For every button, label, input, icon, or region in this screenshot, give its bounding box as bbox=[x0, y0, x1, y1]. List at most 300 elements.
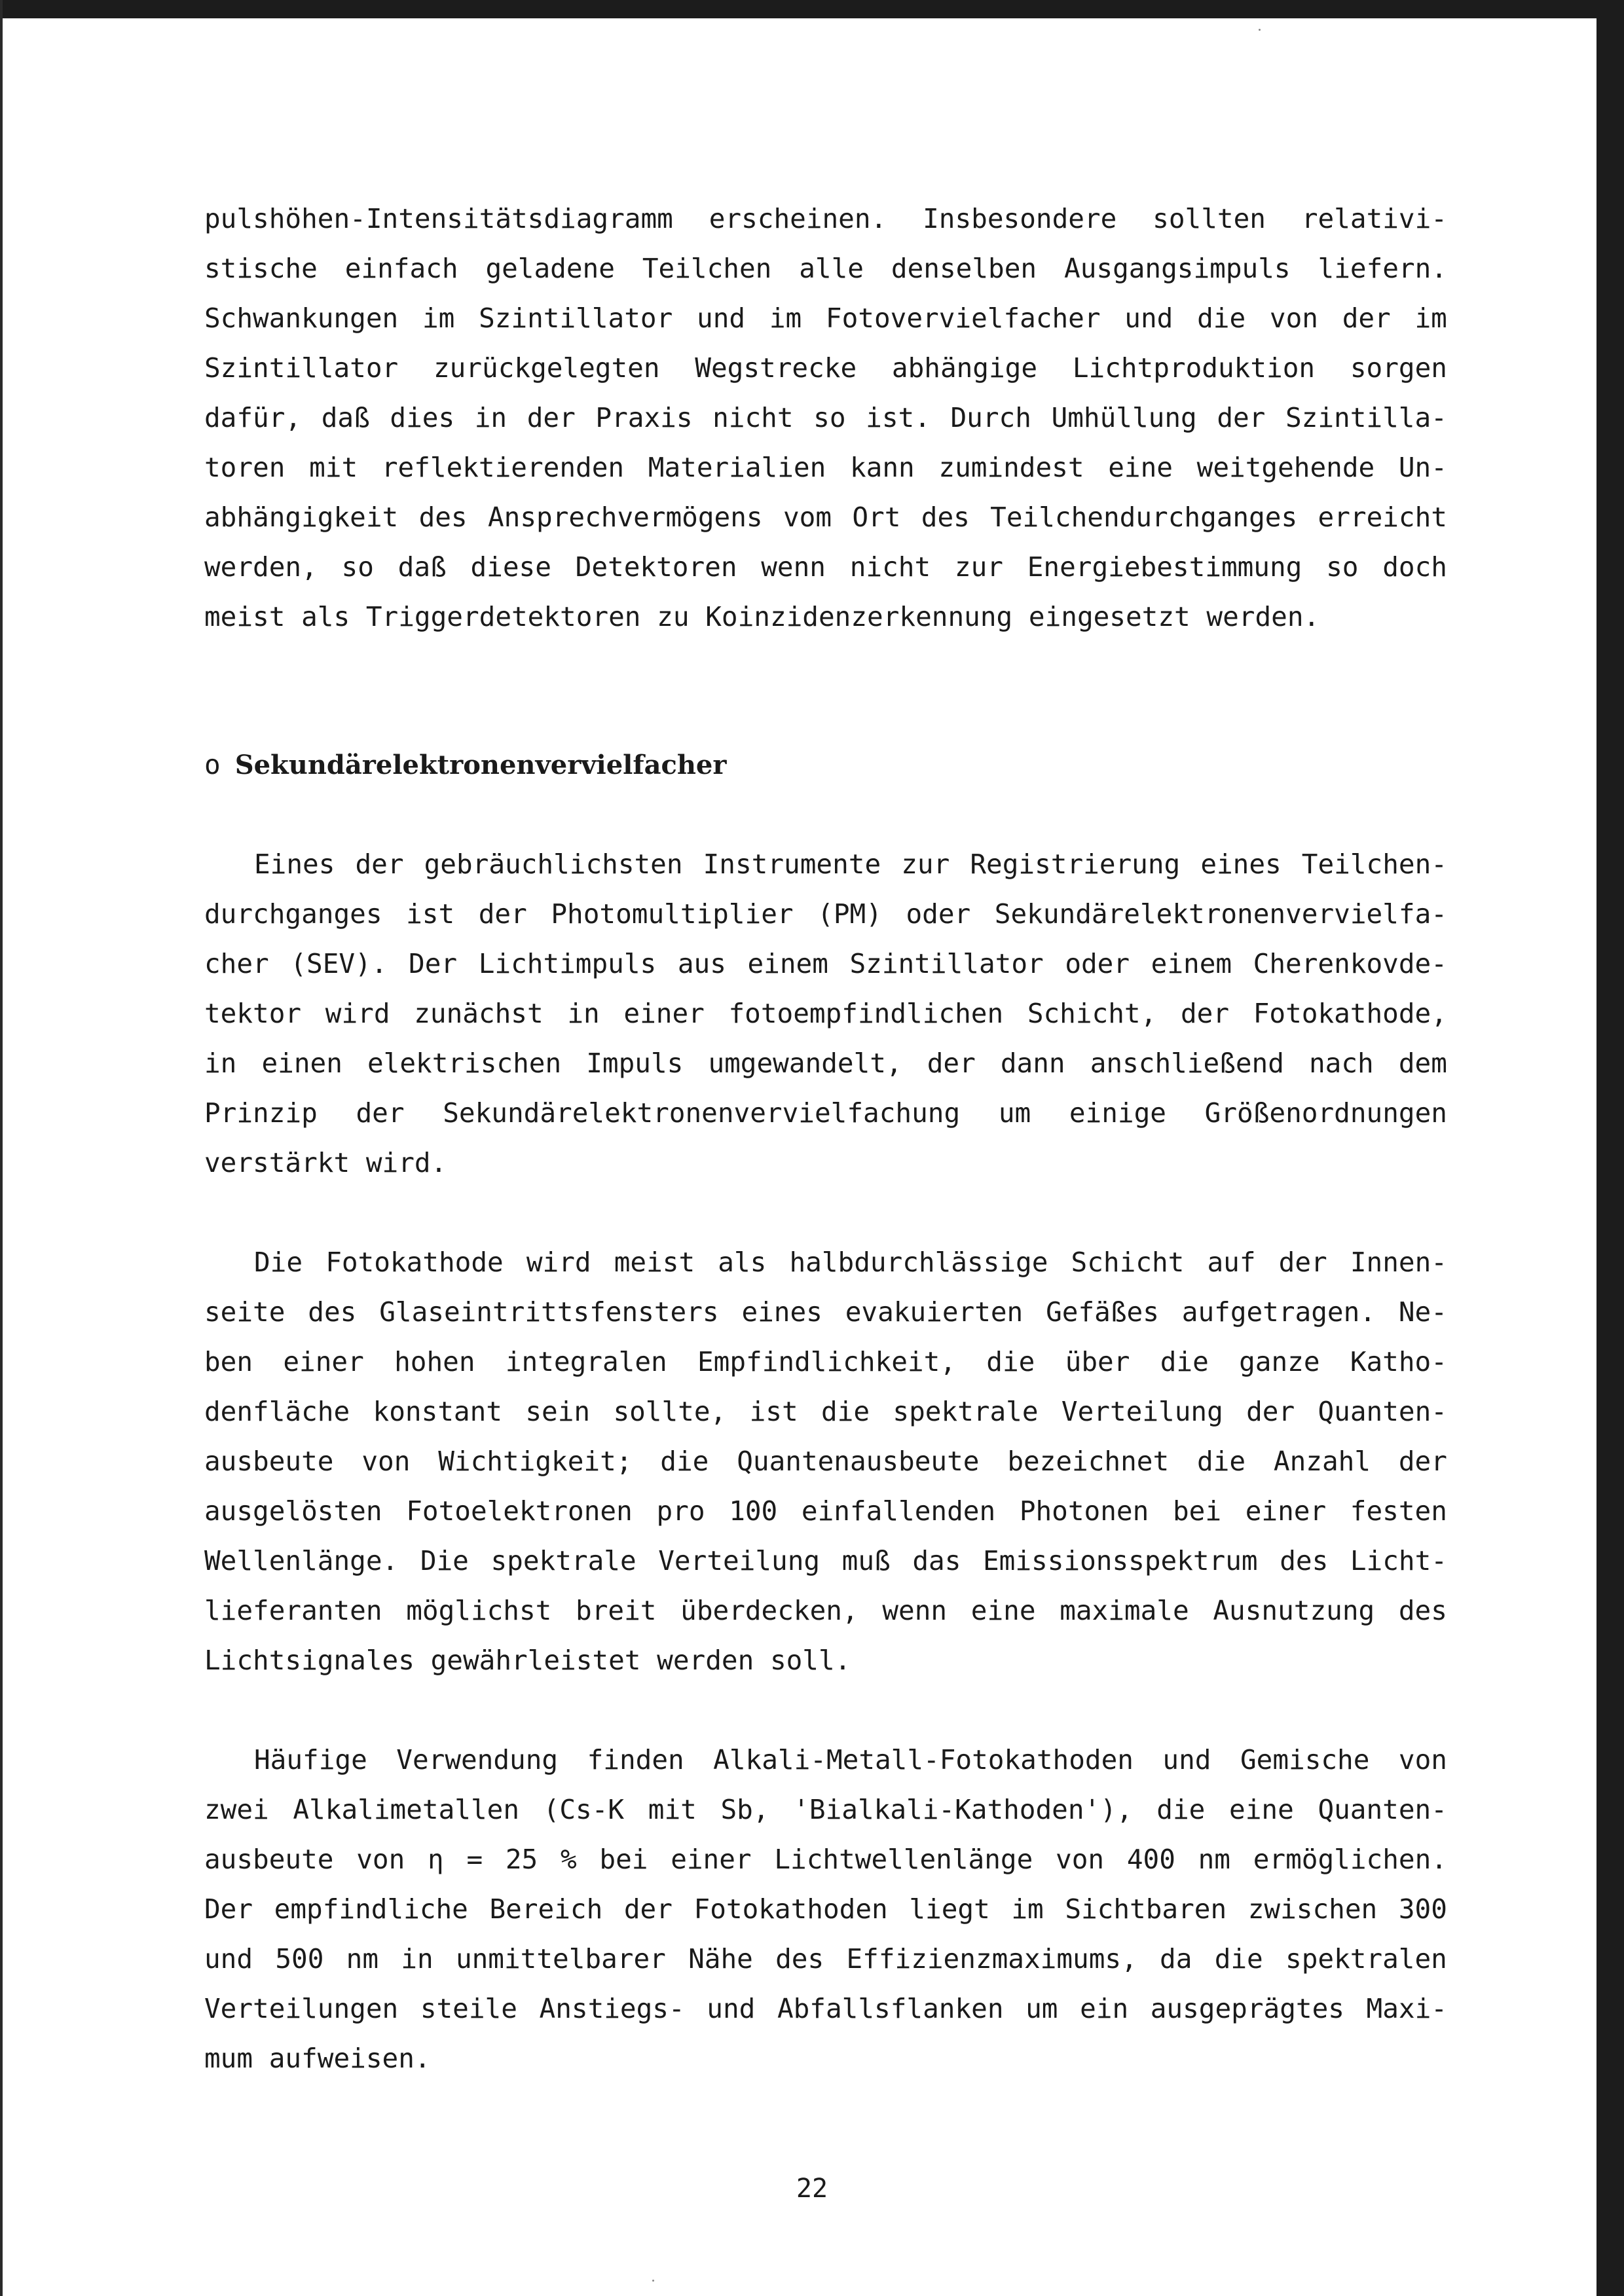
word: daß bbox=[397, 551, 447, 583]
word: dies bbox=[390, 402, 455, 433]
word: Verteilung bbox=[1061, 1396, 1223, 1427]
text-line bbox=[204, 542, 1447, 592]
text-line bbox=[204, 839, 1447, 889]
text-line bbox=[204, 1436, 1447, 1486]
word: eine bbox=[1229, 1794, 1294, 1825]
word: ein bbox=[1080, 1993, 1129, 2024]
word: (PM) bbox=[817, 898, 882, 930]
text-line bbox=[204, 1984, 1447, 2033]
word: Alkali-Metall-Fotokathoden bbox=[713, 1744, 1134, 1776]
word: Photonen bbox=[1019, 1495, 1149, 1527]
word: Ne- bbox=[1398, 1296, 1447, 1328]
word: wird bbox=[325, 998, 390, 1029]
word: Sekundärelektronenvervielfachung bbox=[443, 1097, 961, 1129]
word: liefern. bbox=[1318, 253, 1447, 284]
text-line bbox=[204, 1586, 1447, 1635]
word: ermöglichen. bbox=[1253, 1844, 1447, 1875]
word: 'Bialkali-Kathoden'), bbox=[793, 1794, 1133, 1825]
word: Anstiegs- bbox=[539, 1993, 685, 2024]
text-line bbox=[204, 1287, 1447, 1337]
word: wird bbox=[526, 1247, 591, 1278]
page-body bbox=[204, 194, 1447, 2083]
word: Lichtwellenlänge bbox=[774, 1844, 1033, 1875]
word: im bbox=[1011, 1893, 1044, 1925]
word: auf bbox=[1207, 1247, 1256, 1278]
word: in bbox=[204, 1048, 237, 1079]
word: meist bbox=[614, 1247, 695, 1278]
word: lieferanten bbox=[204, 1595, 382, 1626]
word: die bbox=[1156, 1794, 1206, 1825]
text-line bbox=[204, 989, 1447, 1038]
text-line: meist als Triggerdetektoren zu Koinzidenzerkennung eingesetzt werden. bbox=[204, 601, 1320, 632]
word: reflektierenden bbox=[381, 452, 625, 483]
word: cher bbox=[204, 948, 269, 979]
word: geladene bbox=[485, 253, 615, 284]
word: einfallenden bbox=[801, 1495, 996, 1527]
word: Wichtigkeit; bbox=[438, 1446, 633, 1477]
word: eines bbox=[1200, 848, 1282, 880]
word: und bbox=[697, 302, 746, 334]
word: Quantenausbeute bbox=[737, 1446, 980, 1477]
word: Sb, bbox=[720, 1794, 769, 1825]
text-line: mum aufweisen. bbox=[204, 2043, 431, 2074]
word: umgewandelt, bbox=[708, 1048, 902, 1079]
word: der bbox=[1180, 998, 1230, 1029]
section-bullet: o bbox=[204, 749, 221, 780]
word: das bbox=[912, 1545, 961, 1576]
word: Fotovervielfacher bbox=[825, 302, 1101, 334]
word: die bbox=[1197, 302, 1246, 334]
word: der bbox=[1398, 1446, 1447, 1477]
word: der bbox=[927, 1048, 976, 1079]
spacer bbox=[204, 790, 1447, 839]
word: Effizienzmaximums, bbox=[846, 1943, 1137, 1975]
word: Instrumente bbox=[703, 848, 881, 880]
word: um bbox=[1025, 1993, 1058, 2024]
word: Durch bbox=[950, 402, 1031, 433]
word: denselben bbox=[891, 253, 1037, 284]
word: einem bbox=[747, 948, 828, 979]
word: stische bbox=[204, 253, 318, 284]
word: in bbox=[567, 998, 600, 1029]
word: die bbox=[1197, 1446, 1246, 1477]
word: die bbox=[1160, 1346, 1209, 1377]
word: des bbox=[1280, 1545, 1329, 1576]
word: und bbox=[204, 1943, 253, 1975]
word: überdecken, bbox=[680, 1595, 858, 1626]
word: in bbox=[401, 1943, 434, 1975]
word: Nähe bbox=[688, 1943, 753, 1975]
word: Katho- bbox=[1350, 1346, 1447, 1377]
word: Eines bbox=[254, 848, 335, 880]
word: Schicht, bbox=[1027, 998, 1157, 1029]
word: von bbox=[1269, 302, 1318, 334]
word: Ausgangsimpuls bbox=[1064, 253, 1291, 284]
word: ben bbox=[204, 1346, 253, 1377]
word: nicht bbox=[849, 551, 931, 583]
word: mit bbox=[309, 452, 358, 483]
scan-border-left bbox=[0, 0, 3, 2296]
word: so bbox=[341, 551, 374, 583]
word: eine bbox=[1108, 452, 1173, 483]
word: des bbox=[921, 501, 970, 533]
word: der bbox=[1217, 402, 1266, 433]
page-number: 22 bbox=[796, 2174, 828, 2204]
word: Ansprechvermögens bbox=[487, 501, 763, 533]
word: zwei bbox=[204, 1794, 269, 1825]
word: steile bbox=[420, 1993, 517, 2024]
word: hohen bbox=[394, 1346, 475, 1377]
word: 300 bbox=[1398, 1893, 1447, 1925]
word: Un- bbox=[1398, 452, 1447, 483]
word: Der bbox=[204, 1893, 253, 1925]
text-line bbox=[204, 492, 1447, 542]
word: Empfindlichkeit, bbox=[697, 1346, 956, 1377]
text-line bbox=[204, 1934, 1447, 1984]
word: der bbox=[1342, 302, 1391, 334]
word: Teilchen- bbox=[1301, 848, 1447, 880]
word: werden, bbox=[204, 551, 318, 583]
paragraph-4 bbox=[204, 1735, 1447, 2083]
word: Impuls bbox=[586, 1048, 684, 1079]
word: Maxi- bbox=[1366, 1993, 1447, 2024]
word: ausbeute bbox=[204, 1446, 334, 1477]
word: oder bbox=[1065, 948, 1130, 979]
word: eines bbox=[741, 1296, 822, 1328]
word: von bbox=[361, 1446, 411, 1477]
word: Die bbox=[420, 1545, 469, 1576]
word: der bbox=[1278, 1247, 1327, 1278]
word: Szintillator bbox=[849, 948, 1044, 979]
text-line bbox=[204, 1834, 1447, 1884]
word: Der bbox=[409, 948, 458, 979]
word: festen bbox=[1350, 1495, 1447, 1527]
word: 25 bbox=[505, 1844, 538, 1875]
text-line bbox=[204, 1387, 1447, 1436]
word: empfindliche bbox=[274, 1893, 468, 1925]
word: zurückgelegten bbox=[433, 352, 660, 384]
word: Detektoren bbox=[575, 551, 737, 583]
word: von bbox=[1398, 1744, 1447, 1776]
word: nm bbox=[1198, 1844, 1230, 1875]
word: einer bbox=[283, 1346, 364, 1377]
word: Die bbox=[254, 1247, 303, 1278]
word: Energiebestimmung bbox=[1027, 551, 1302, 583]
word: sollte, bbox=[613, 1396, 727, 1427]
word: und bbox=[707, 1993, 756, 2024]
paragraph-1 bbox=[204, 194, 1447, 642]
word: zunächst bbox=[414, 998, 544, 1029]
word: Szintillator bbox=[479, 302, 673, 334]
text-line bbox=[204, 194, 1447, 244]
word: einer bbox=[671, 1844, 752, 1875]
word: diese bbox=[470, 551, 551, 583]
word: pro bbox=[656, 1495, 705, 1527]
word: Alkalimetallen bbox=[293, 1794, 519, 1825]
text-line bbox=[204, 1088, 1447, 1138]
word: toren bbox=[204, 452, 286, 483]
word: im bbox=[422, 302, 455, 334]
text-line bbox=[204, 1486, 1447, 1536]
text-line: Lichtsignales gewährleistet werden soll. bbox=[204, 1645, 851, 1676]
word: zumindest bbox=[938, 452, 1084, 483]
word: bei bbox=[599, 1844, 648, 1875]
word: Größenordnungen bbox=[1204, 1097, 1447, 1129]
word: Fotoelektronen bbox=[406, 1495, 633, 1527]
word: der bbox=[356, 1097, 405, 1129]
paragraph-3 bbox=[204, 1237, 1447, 1685]
text-line bbox=[204, 1038, 1447, 1088]
word: einfach bbox=[344, 253, 458, 284]
word: mit bbox=[648, 1794, 697, 1825]
word: unmittelbarer bbox=[455, 1943, 666, 1975]
word: sein bbox=[525, 1396, 591, 1427]
word: des bbox=[308, 1296, 357, 1328]
word: Fotokathode bbox=[325, 1247, 504, 1278]
word: Quanten- bbox=[1318, 1794, 1447, 1825]
word: daß bbox=[321, 402, 370, 433]
word: spektrale bbox=[893, 1396, 1039, 1427]
word: weitgehende bbox=[1196, 452, 1375, 483]
word: ganze bbox=[1239, 1346, 1320, 1377]
word: einer bbox=[1245, 1495, 1327, 1527]
word: % bbox=[560, 1844, 577, 1875]
word: Wegstrecke bbox=[695, 352, 857, 384]
scan-border-top bbox=[0, 0, 1624, 18]
word: sorgen bbox=[1350, 352, 1447, 384]
word: ausgelösten bbox=[204, 1495, 382, 1527]
word: kann bbox=[849, 452, 915, 483]
word: Prinzip bbox=[204, 1097, 318, 1129]
word: relativi- bbox=[1301, 203, 1447, 234]
text-line bbox=[204, 443, 1447, 492]
text-line bbox=[204, 343, 1447, 393]
word: des bbox=[1398, 1595, 1447, 1626]
word: die bbox=[1214, 1943, 1263, 1975]
word: möglichst bbox=[406, 1595, 552, 1626]
text-line bbox=[204, 1536, 1447, 1586]
section-title: Sekundärelektronenvervielfacher bbox=[234, 750, 727, 780]
word: Szintilla- bbox=[1285, 402, 1447, 433]
word: oder bbox=[906, 898, 971, 930]
word: bezeichnet bbox=[1007, 1446, 1170, 1477]
word: Ausnutzung bbox=[1213, 1595, 1375, 1626]
word: Fotokathoden bbox=[693, 1893, 888, 1925]
word: Schwankungen bbox=[204, 302, 399, 334]
text-line bbox=[204, 1337, 1447, 1387]
word: halbdurchlässige bbox=[789, 1247, 1048, 1278]
scan-border-right bbox=[1596, 0, 1624, 2296]
word: der bbox=[1246, 1396, 1295, 1427]
word: Teilchen bbox=[642, 253, 772, 284]
word: Sekundärelektronenvervielfa- bbox=[994, 898, 1447, 930]
word: durchganges bbox=[204, 898, 382, 930]
word: einer bbox=[623, 998, 705, 1029]
word: nach bbox=[1309, 1048, 1374, 1079]
word: Materialien bbox=[648, 452, 826, 483]
word: integralen bbox=[505, 1346, 667, 1377]
scan-speck bbox=[652, 2280, 654, 2282]
word: Szintillator bbox=[204, 352, 399, 384]
word: ist bbox=[749, 1396, 798, 1427]
word: so bbox=[1326, 551, 1359, 583]
word: Verteilung bbox=[658, 1545, 821, 1576]
word: Häufige bbox=[254, 1744, 367, 1776]
word: der bbox=[526, 402, 576, 433]
word: Bereich bbox=[489, 1893, 603, 1925]
word: Gemische bbox=[1240, 1744, 1370, 1776]
word: sollten bbox=[1153, 203, 1266, 234]
word: einem bbox=[1151, 948, 1232, 979]
spacer bbox=[204, 642, 1447, 740]
word: Verwendung bbox=[396, 1744, 559, 1776]
word: alle bbox=[799, 253, 864, 284]
word: 400 bbox=[1126, 1844, 1175, 1875]
word: Gefäßes bbox=[1046, 1296, 1159, 1328]
word: konstant bbox=[373, 1396, 502, 1427]
word: einige bbox=[1069, 1097, 1166, 1129]
word: (SEV). bbox=[290, 948, 388, 979]
text-line bbox=[204, 293, 1447, 343]
word: wenn bbox=[761, 551, 826, 583]
word: abhängigkeit bbox=[204, 501, 399, 533]
word: dem bbox=[1398, 1048, 1447, 1079]
word: zur bbox=[954, 551, 1003, 583]
word: zwischen bbox=[1247, 1893, 1378, 1925]
word: Ort bbox=[852, 501, 901, 533]
text-line bbox=[204, 889, 1447, 939]
word: maximale bbox=[1060, 1595, 1189, 1626]
text-line bbox=[204, 1237, 1447, 1287]
word: elektrischen bbox=[367, 1048, 562, 1079]
word: da bbox=[1160, 1943, 1192, 1975]
paragraph-2 bbox=[204, 839, 1447, 1188]
word: Licht- bbox=[1350, 1545, 1447, 1576]
word: anschließend bbox=[1090, 1048, 1284, 1079]
word: Verteilungen bbox=[204, 1993, 399, 2024]
word: erreicht bbox=[1318, 501, 1447, 533]
section-heading bbox=[204, 740, 1447, 790]
word: als bbox=[718, 1247, 767, 1278]
word: im bbox=[1414, 302, 1447, 334]
word: um bbox=[998, 1097, 1031, 1129]
word: liegt bbox=[909, 1893, 990, 1925]
word: Emissionsspektrum bbox=[982, 1545, 1258, 1576]
word: pulshöhen-Intensitätsdiagramm bbox=[204, 203, 673, 234]
word: von bbox=[1056, 1844, 1105, 1875]
word: η bbox=[428, 1844, 444, 1875]
word: Insbesondere bbox=[923, 203, 1117, 234]
word: muß bbox=[841, 1545, 891, 1576]
text-line bbox=[204, 1735, 1447, 1785]
word: Innen- bbox=[1350, 1247, 1447, 1278]
word: 500 bbox=[275, 1943, 324, 1975]
word: in bbox=[474, 402, 507, 433]
word: finden bbox=[587, 1744, 684, 1776]
spacer bbox=[204, 1188, 1447, 1237]
word: vom bbox=[783, 501, 832, 533]
word: aufgetragen. bbox=[1181, 1296, 1376, 1328]
word: denfläche bbox=[204, 1396, 350, 1427]
text-line bbox=[204, 393, 1447, 443]
word: 100 bbox=[729, 1495, 778, 1527]
word: dann bbox=[1000, 1048, 1065, 1079]
scan-speck bbox=[1259, 29, 1261, 31]
word: ist. bbox=[866, 402, 931, 433]
word: tektor bbox=[204, 998, 302, 1029]
word: ausbeute bbox=[204, 1844, 334, 1875]
word: Praxis bbox=[595, 402, 693, 433]
word: breit bbox=[576, 1595, 657, 1626]
word: von bbox=[356, 1844, 405, 1875]
word: seite bbox=[204, 1296, 286, 1328]
word: Lichtproduktion bbox=[1072, 352, 1316, 384]
word: der bbox=[623, 1893, 673, 1925]
word: Wellenlänge. bbox=[204, 1545, 399, 1576]
word: Schicht bbox=[1071, 1247, 1185, 1278]
spacer bbox=[204, 1685, 1447, 1735]
text-line: verstärkt wird. bbox=[204, 1147, 447, 1178]
word: im bbox=[769, 302, 802, 334]
word: (Cs-K bbox=[543, 1794, 625, 1825]
word: Cherenkovde- bbox=[1253, 948, 1447, 979]
word: des bbox=[775, 1943, 824, 1975]
word: und bbox=[1124, 302, 1173, 334]
word: wenn bbox=[882, 1595, 948, 1626]
word: doch bbox=[1382, 551, 1447, 583]
word: der bbox=[478, 898, 527, 930]
word: spektrale bbox=[490, 1545, 637, 1576]
word: evakuierten bbox=[845, 1296, 1024, 1328]
word: der bbox=[355, 848, 404, 880]
word: über bbox=[1065, 1346, 1130, 1377]
word: aus bbox=[677, 948, 726, 979]
word: dafür, bbox=[204, 402, 302, 433]
word: gebräuchlichsten bbox=[424, 848, 683, 880]
word: Quanten- bbox=[1318, 1396, 1447, 1427]
word: die bbox=[986, 1346, 1035, 1377]
word: bei bbox=[1172, 1495, 1222, 1527]
word: ist bbox=[406, 898, 455, 930]
word: spektralen bbox=[1285, 1943, 1447, 1975]
text-line bbox=[204, 244, 1447, 293]
word: die bbox=[660, 1446, 709, 1477]
word: Anzahl bbox=[1273, 1446, 1371, 1477]
word: Photomultiplier bbox=[551, 898, 794, 930]
word: Abfallsflanken bbox=[777, 1993, 1004, 2024]
word: die bbox=[821, 1396, 870, 1427]
word: fotoempfindlichen bbox=[728, 998, 1004, 1029]
word: so bbox=[813, 402, 846, 433]
word: und bbox=[1162, 1744, 1211, 1776]
word: einen bbox=[261, 1048, 342, 1079]
word: zur bbox=[901, 848, 950, 880]
word: Fotokathode, bbox=[1253, 998, 1447, 1029]
word: eine bbox=[970, 1595, 1036, 1626]
word: ausgeprägtes bbox=[1150, 1993, 1344, 2024]
word: erscheinen. bbox=[709, 203, 887, 234]
word: Glaseintrittsfensters bbox=[379, 1296, 719, 1328]
word: Sichtbaren bbox=[1065, 1893, 1227, 1925]
word: Teilchendurchganges bbox=[990, 501, 1298, 533]
word: des bbox=[418, 501, 468, 533]
word: Lichtimpuls bbox=[478, 948, 657, 979]
text-line bbox=[204, 1785, 1447, 1834]
text-line bbox=[204, 1884, 1447, 1934]
word: nm bbox=[346, 1943, 379, 1975]
text-line bbox=[204, 939, 1447, 989]
word: abhängige bbox=[891, 352, 1038, 384]
